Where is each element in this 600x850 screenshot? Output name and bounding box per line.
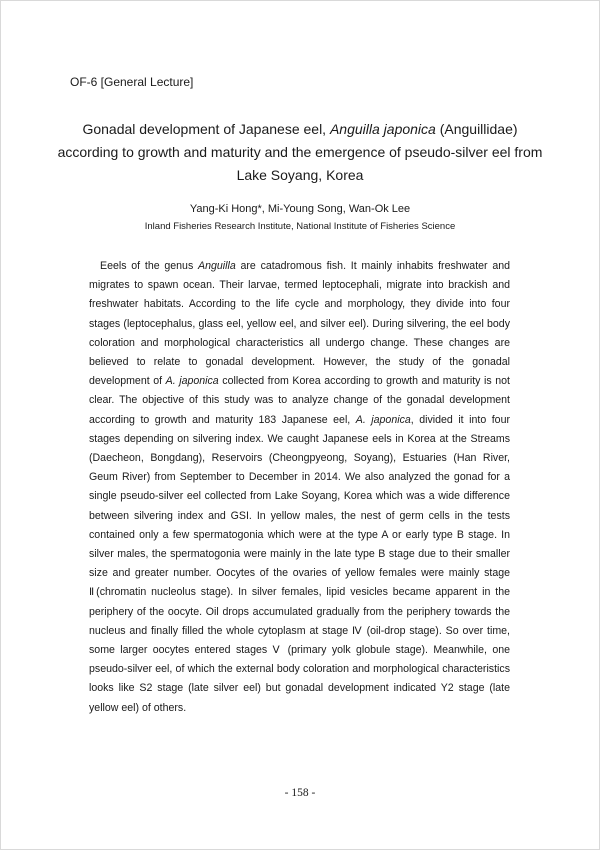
abstract-genus-name: Anguilla xyxy=(198,260,236,272)
abstract-sentence-4: , divided it into four stages depending on silvering index. We caught Japanese eels in Korea at the Streams (Daecheon, Bongdang), Reservoirs (Cheongpyeong, Soyang), Estuaries (Han River, Geum River) from September to December in 2014. We also analyzed the gonad for a single pseudo-silver eel collected from Lake Soyang, Korea which was a wide difference between silvering index and GSI. In yellow males, the nest of germ cells in the tests contained only a few spermatogonia which were at the type A or early type B stage. In silver males, the spermatogonia were mainly in the late type B stage due to their smaller size and greater number. Oocytes of the ovaries of yellow females were mainly stage Ⅱ(chromatin nucleolus stage). In silver females, lipid vesicles became apparent in the periphery of the oocyte. Oil drops accumulated gradually from the periphery towards the nucleus and finally filled the whole cytoplasm at stage Ⅳ (oil-drop stage). So over time, some larger oocytes entered stages Ⅴ (primary yolk globule stage). Meanwhile, one pseudo-silver eel, of which the external body coloration and morphological characteristics looks like S2 stage (late silver eel) but gonadal development indicated Y2 stage (late yellow eel) of others. xyxy=(89,413,510,714)
title-part-2: (Anguillidae) according to growth and maturity and the emergence of pseudo-silver eel from Lake Soyang, Korea xyxy=(57,121,543,183)
paper-title xyxy=(55,118,545,187)
page-number: - 158 - xyxy=(284,787,316,799)
abstract-sentence-2: are catadromous fish. It mainly inhabits freshwater and migrates to spawn ocean. Their larvae, termed leptocephali, migrate into brackish and freshwater habitats. According to the life cycle and morphology, they divide into four stages (leptocephalus, glass eel, yellow eel, and silver eel). During silvering, the eel body coloration and morphological characteristics all undergo change. These changes are believed to relate to gonadal development. However, the study of the gonadal development of xyxy=(89,260,511,388)
abstract-sentence-1: Eeels of the genus xyxy=(100,260,199,272)
title-species-name: Anguilla japonica xyxy=(329,121,436,137)
abstract-body xyxy=(89,257,510,718)
abstract-species-name-1: A. japonica xyxy=(165,375,219,388)
session-label: OF-6 [General Lecture] xyxy=(70,75,194,89)
title-part-1: Gonadal development of Japanese eel, xyxy=(82,121,330,137)
abstract-sentence-3: collected from Korea according to growth and maturity is not clear. The objective of this study was to analyze change of the gonadal development according to growth and maturity 183 Japanese eel, xyxy=(89,375,510,426)
abstract-species-name-2: A. japonica xyxy=(355,413,411,426)
author-list: Yang-Ki Hong*, Mi-Young Song, Wan-Ok Lee xyxy=(189,203,411,215)
author-affiliation: Inland Fisheries Research Institute, National Institute of Fisheries Science xyxy=(144,221,456,232)
